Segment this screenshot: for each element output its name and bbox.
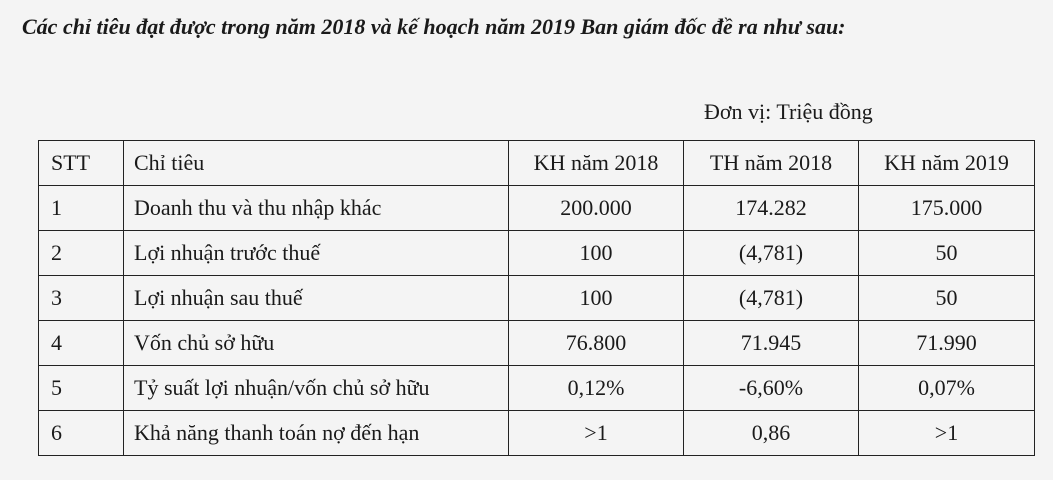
- row-stt: 6: [39, 411, 124, 456]
- row-plan-2018: 200.000: [509, 186, 684, 231]
- row-plan-2019: 50: [859, 276, 1035, 321]
- row-indicator: Khả năng thanh toán nợ đến hạn: [124, 411, 509, 456]
- row-indicator: Lợi nhuận sau thuế: [124, 276, 509, 321]
- table-row: [39, 411, 1035, 456]
- row-plan-2019: 50: [859, 231, 1035, 276]
- row-plan-2018: 0,12%: [509, 366, 684, 411]
- intro-heading: Các chỉ tiêu đạt được trong năm 2018 và kế hoạch năm 2019 Ban giám đốc đề ra như sau:: [22, 14, 846, 39]
- row-actual-2018: (4,781): [684, 231, 859, 276]
- row-plan-2018: 100: [509, 231, 684, 276]
- table-row: [39, 186, 1035, 231]
- table-row: [39, 276, 1035, 321]
- row-plan-2018: >1: [509, 411, 684, 456]
- row-plan-2018: 76.800: [509, 321, 684, 366]
- row-indicator: Vốn chủ sở hữu: [124, 321, 509, 366]
- row-actual-2018: 174.282: [684, 186, 859, 231]
- indicators-table: [38, 140, 1035, 456]
- row-indicator: Doanh thu và thu nhập khác: [124, 186, 509, 231]
- row-indicator: Lợi nhuận trước thuế: [124, 231, 509, 276]
- row-stt: 5: [39, 366, 124, 411]
- row-stt: 2: [39, 231, 124, 276]
- header-actual-2018: TH năm 2018: [684, 141, 859, 186]
- row-actual-2018: 0,86: [684, 411, 859, 456]
- table-header-row: [39, 141, 1035, 186]
- row-plan-2019: 0,07%: [859, 366, 1035, 411]
- row-plan-2019: 71.990: [859, 321, 1035, 366]
- row-plan-2019: >1: [859, 411, 1035, 456]
- row-plan-2018: 100: [509, 276, 684, 321]
- row-actual-2018: -6,60%: [684, 366, 859, 411]
- header-plan-2019: KH năm 2019: [859, 141, 1035, 186]
- row-actual-2018: (4,781): [684, 276, 859, 321]
- row-plan-2019: 175.000: [859, 186, 1035, 231]
- row-stt: 3: [39, 276, 124, 321]
- table-row: [39, 366, 1035, 411]
- table-row: [39, 321, 1035, 366]
- row-actual-2018: 71.945: [684, 321, 859, 366]
- table-row: [39, 231, 1035, 276]
- row-stt: 1: [39, 186, 124, 231]
- row-indicator: Tỷ suất lợi nhuận/vốn chủ sở hữu: [124, 366, 509, 411]
- unit-label: Đơn vị: Triệu đồng: [704, 99, 873, 124]
- header-plan-2018: KH năm 2018: [509, 141, 684, 186]
- row-stt: 4: [39, 321, 124, 366]
- header-indicator: Chỉ tiêu: [124, 141, 509, 186]
- header-stt: STT: [39, 141, 124, 186]
